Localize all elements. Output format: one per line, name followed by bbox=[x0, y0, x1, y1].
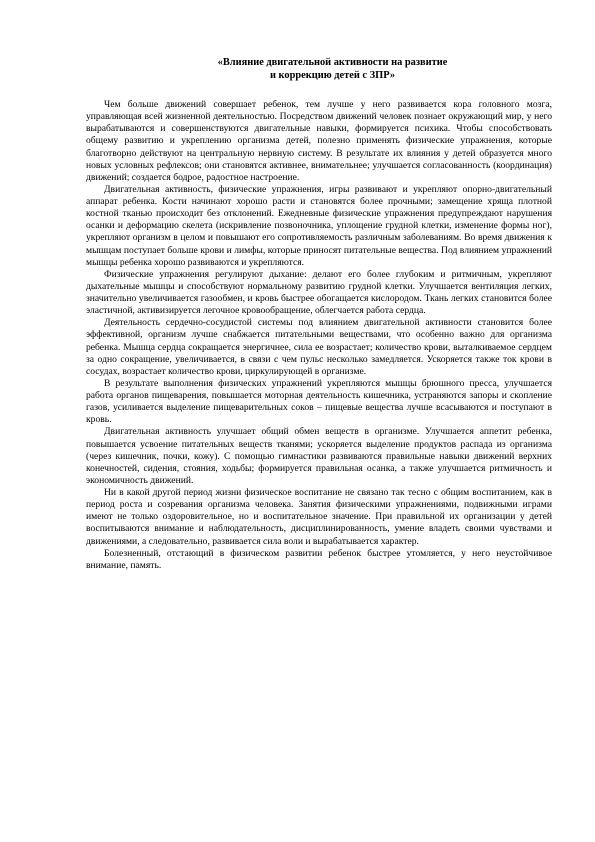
paragraph-cardiovascular: Деятельность сердечно-сосудистой системы под влиянием двигательной активности становится более эффективной, организм лучше снабжается питательными веществами, что особенно важно для организма ребенка. Мышца сердца сокращается энергичнее, сила ее возрастает; количество крови, выталкиваемое сердцем за одно сокращение, увеличивается, в связи с чем пульс несколько замедляется. Ускоряется также ток крови в сосудах, возрастает количество крови, циркулирующей в организме. bbox=[86, 317, 552, 377]
title-line-2: и коррекцию детей с ЗПР» bbox=[269, 70, 396, 81]
paragraph-digestion: В результате выполнения физических упражнений укрепляются мышцы брюшного пресса, улучшается работа органов пищеварения, повышается моторная деятельность кишечника, устраняются запоры и скопление газов, усиливается выделение пищеварительных соков – пищевые вещества лучше всасываются и поступают в кровь. bbox=[86, 377, 552, 426]
paragraph-metabolism: Двигательная активность улучшает общий обмен веществ в организме. Улучшается аппетит ребенка, повышается усвоение питательных веществ тканями; ускоряется выделение продуктов распада из организма (через кишечник, почки, кожу). С помощью гимнастики развиваются правильные навыки движений верхних конечностей, сидения, стояния, ходьбы; формируется правильная осанка, а также улучшается ритмичность и экономичность движений. bbox=[86, 426, 552, 486]
paragraph-musculoskeletal: Двигательная активность, физические упражнения, игры развивают и укрепляют опорно-двигательный аппарат ребенка. Кости начинают хорошо расти и становятся более прочными; замещение хряща плотной костной тканью происходит без отклонений. Ежедневные физические упражнения предупреждают нарушения осанки и деформацию скелета (искривление позвоночника, уплощение грудной клетки, изменение формы ног), укрепляют организм в целом и повышают его сопротивляемость различным заболеваниям. Во время движения к мышцам поступает больше крови и лимфы, которые приносят питательные вещества. Под влиянием упражнений мышцы ребенка хорошо развиваются и укрепляются. bbox=[86, 183, 552, 268]
title-line-1: «Влияние двигательной активности на развитие bbox=[217, 57, 448, 68]
article-body bbox=[86, 99, 552, 572]
paragraph-weak-child: Болезненный, отстающий в физическом развитии ребенок быстрее утомляется, у него неустойчивое внимание, память. bbox=[86, 547, 552, 571]
paragraph-breathing: Физические упражнения регулируют дыхание: делают его более глубоким и ритмичным, укрепляют дыхательные мышцы и способствуют нормальному развитию грудной клетки. Улучшается вентиляция легких, значительно увеличивается газообмен, и кровь быстрее обогащается кислородом. Ткань легких становится более эластичной, активизируется легочное кровообращение, облегчается работа сердца. bbox=[86, 268, 552, 317]
paragraph-upbringing: Ни в какой другой период жизни физическое воспитание не связано так тесно с общим воспитанием, как в период роста и созревания организма человека. Занятия физическими упражнениями, подвижными играми имеют не только оздоровительное, но и воспитательное значение. При правильной их организации у детей воспитываются внимание и наблюдательность, дисциплинированность, умение владеть своими чувствами и движениями, а следовательно, развивается сила воли и вырабатывается характер. bbox=[86, 487, 552, 547]
page-title bbox=[100, 56, 565, 82]
paragraph-movement-and-brain: Чем больше движений совершает ребенок, тем лучше у него развивается кора головного мозга, управляющая всей жизненной деятельностью. Посредством движений человек познает окружающий мир, у него вырабатываются и совершенствуются двигательные навыки, формируется психика. Чтобы способствовать общему развитию и укреплению организма детей, полезно применять физические упражнения, которые благотворно действуют на центральную нервную систему. В результате их влияния у детей образуется много новых условных рефлексов; они становятся активнее, внимательнее; улучшается согласованность (координация) движений; создается бодрое, радостное настроение. bbox=[86, 99, 552, 183]
